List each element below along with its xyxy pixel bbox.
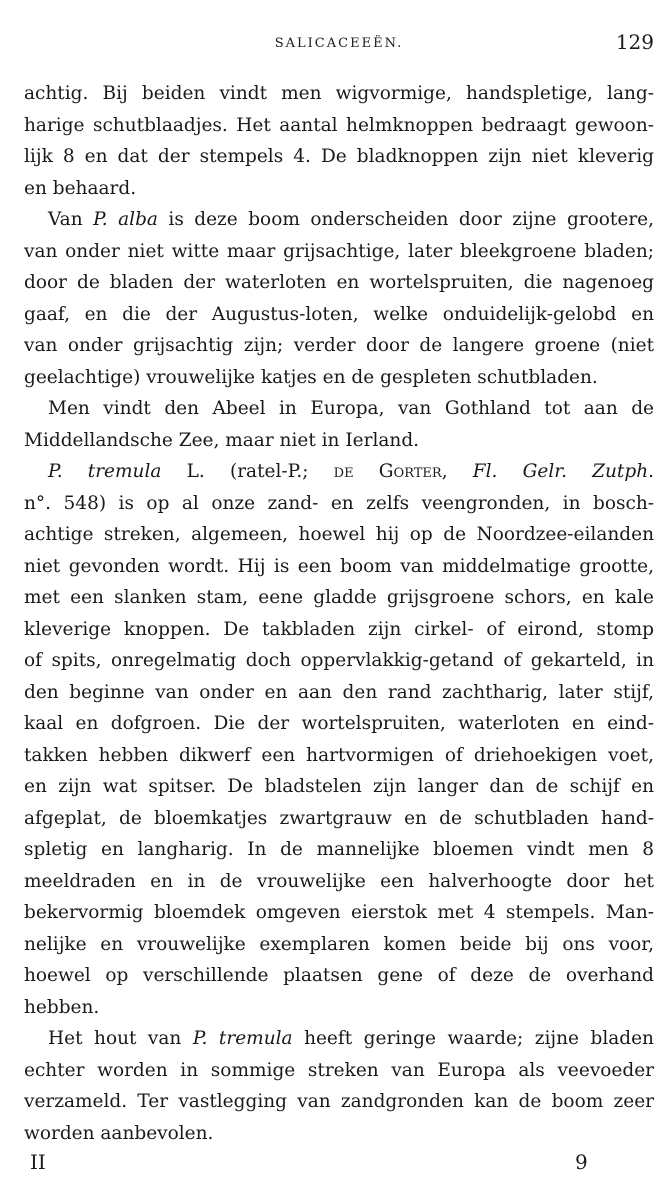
text-run: door de bladen der waterloten en wortelspruiten, die nagenoeg [24, 272, 654, 293]
text-line [24, 110, 654, 142]
text-line [24, 677, 654, 709]
paragraph [24, 393, 654, 456]
text-run: takken hebben dikwerf een hartvormigen of driehoekigen voet, [24, 744, 654, 766]
running-head [24, 30, 654, 60]
paragraph [24, 456, 654, 1023]
text-run: nelijke en vrouwelijke exemplaren komen beide bij ons voor, [24, 933, 654, 955]
text-run: hoewel op verschillende plaatsen gene of deze de overhand [24, 965, 654, 986]
text-run: harige schutblaadjes. Het aantal helmknoppen bedraagt gewoon- [24, 114, 654, 136]
text-line [24, 236, 654, 268]
sheet-number: 9 [575, 1150, 588, 1174]
text-line [24, 834, 654, 866]
italic-run: P. tremula [48, 461, 162, 482]
text-run: spletig en langharig. In de mannelijke bloemen vindt men 8 [24, 839, 654, 860]
text-run: bekervormig bloemdek omgeven eierstok met 4 stempels. Man- [24, 902, 654, 923]
text-line [24, 803, 654, 835]
text-run: met een slanken stam, eene gladde grijsgroene schors, en kale [24, 587, 654, 608]
text-run: Middellandsche Zee, maar niet in Ierland. [24, 429, 420, 451]
text-line [24, 173, 654, 205]
text-line [24, 897, 654, 929]
page-number: 129 [615, 30, 654, 54]
text-line [24, 519, 654, 551]
text-run: niet gevonden wordt. Hij is een boom van middelmatige grootte, [24, 555, 654, 577]
text-line [24, 330, 654, 362]
text-line [24, 992, 654, 1024]
italic-run: P. alba [93, 209, 158, 230]
text-line [24, 204, 654, 236]
text-run: hebben. [24, 996, 100, 1018]
text-run: Van [48, 209, 94, 230]
text-line [24, 614, 654, 646]
text-line [24, 267, 654, 299]
text-run: meeldraden en in de vrouwelijke een halverhoogte door het [24, 870, 654, 892]
text-line [24, 299, 654, 331]
text-run: Het hout van [48, 1028, 193, 1049]
text-run: den beginne van onder en aan den rand zachtharig, later stijf, [24, 681, 654, 703]
text-line [24, 362, 654, 394]
text-run: lijk 8 en dat der stempels 4. De bladknoppen zijn niet kleverig [24, 146, 654, 167]
text-line [24, 645, 654, 677]
text-run: , [441, 461, 473, 482]
text-run: en behaard. [24, 177, 137, 199]
text-line [24, 866, 654, 898]
text-line [24, 708, 654, 740]
text-run: geelachtige) vrouwelijke katjes en de gespleten schutbladen. [24, 366, 598, 388]
text-run: afgeplat, de bloemkatjes zwartgrauw en de schutbladen hand- [24, 807, 654, 829]
text-run: worden aanbevolen. [24, 1122, 214, 1144]
text-line [24, 740, 654, 772]
text-run: L. (ratel-P.; [161, 461, 334, 482]
running-title: SALICACEEËN. [274, 36, 404, 51]
paragraph [24, 78, 654, 204]
text-line [24, 393, 654, 425]
signature-mark: II [30, 1150, 46, 1174]
text-run: echter worden in sommige streken van Europa als veevoeder [24, 1059, 654, 1081]
text-run: of spits, onregelmatig doch oppervlakkig-getand of gekarteld, in [24, 650, 654, 671]
paragraph [24, 204, 654, 393]
body-text [24, 78, 654, 1149]
text-line [24, 425, 654, 457]
text-run: kaal en dofgroen. Die der wortelspruiten, waterloten en eind- [24, 713, 654, 734]
text-run: en zijn wat spitser. De bladstelen zijn langer dan de schijf en [24, 776, 654, 797]
text-run: achtige streken, algemeen, hoewel hij op de Noordzee-eilanden [24, 524, 654, 545]
text-line [24, 456, 654, 488]
text-line [24, 929, 654, 961]
text-line [24, 488, 654, 520]
italic-run: P. tremula [192, 1028, 293, 1049]
text-line [24, 141, 654, 173]
italic-run: Fl. Gelr. Zutph. [472, 461, 654, 482]
text-line [24, 582, 654, 614]
text-line [24, 771, 654, 803]
text-line [24, 551, 654, 583]
text-line [24, 960, 654, 992]
text-run: verzameld. Ter vastlegging van zandgronden kan de boom zeer [24, 1091, 654, 1112]
text-run: gaaf, en die der Augustus-loten, welke onduidelijk-gelobd en [24, 303, 654, 325]
text-line [24, 1023, 654, 1055]
text-run: kleverige knoppen. De takbladen zijn cirkel- of eirond, stomp [24, 618, 654, 640]
smallcaps-run: de Gorter [333, 461, 442, 482]
text-run: van onder grijsachtig zijn; verder door de langere groene (niet [24, 335, 654, 356]
page-footer [30, 1150, 590, 1180]
text-line [24, 78, 654, 110]
text-line [24, 1086, 654, 1118]
text-run: van onder niet witte maar grijsachtige, later bleekgroene bladen; [24, 240, 654, 262]
text-line [24, 1055, 654, 1087]
text-run: Men vindt den Abeel in Europa, van Gothland tot aan de [48, 398, 654, 419]
paragraph [24, 1023, 654, 1149]
text-run: is deze boom onderscheiden door zijne grootere, [157, 209, 654, 230]
text-run: heeft geringe waarde; zijne bladen [292, 1028, 654, 1049]
text-run: n°. 548) is op al onze zand- en zelfs veengronden, in bosch- [24, 492, 654, 514]
text-run: achtig. Bij beiden vindt men wigvormige, handspletige, lang- [24, 83, 654, 104]
text-line [24, 1118, 654, 1150]
